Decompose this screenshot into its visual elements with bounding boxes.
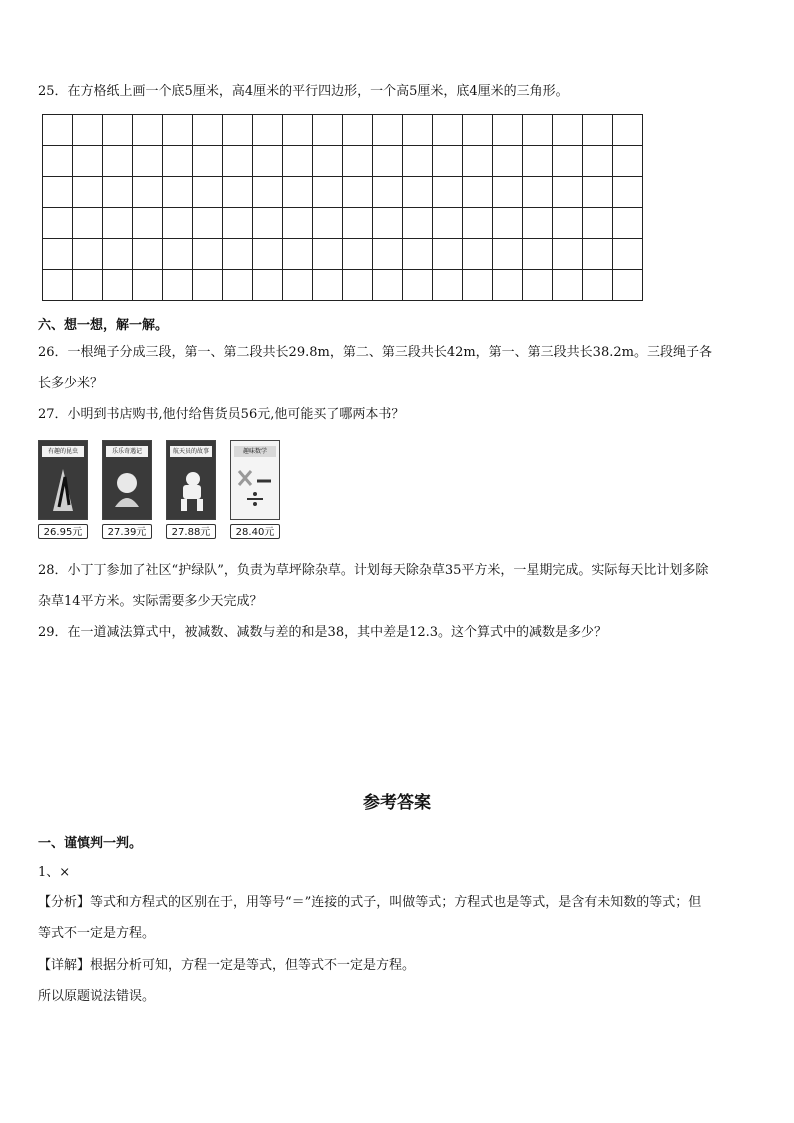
grid-cell — [343, 146, 373, 177]
grid-cell — [223, 177, 253, 208]
grid-cell — [523, 270, 553, 301]
grid-cell — [373, 270, 403, 301]
grid-cell — [163, 270, 193, 301]
grid-cell — [373, 177, 403, 208]
question-28-line2: 杂草14平方米。实际需要多少天完成？ — [38, 594, 263, 609]
grid-cell — [343, 208, 373, 239]
grid-cell — [43, 115, 73, 146]
grid-cell — [433, 270, 463, 301]
grid-cell — [43, 146, 73, 177]
question-27: 27．小明到书店购书,他付给售货员56元,他可能买了哪两本书？ — [38, 407, 405, 422]
book-title: 有趣的昆虫 — [42, 446, 84, 457]
grid-cell — [163, 146, 193, 177]
grid-cell — [583, 115, 613, 146]
grid-cell — [553, 177, 583, 208]
grid-cell — [463, 208, 493, 239]
answer-key-heading: 参考答案 — [363, 793, 431, 813]
math-symbols-illustration — [231, 459, 279, 519]
grid-cell — [73, 146, 103, 177]
grid-cell — [133, 239, 163, 270]
grid-cell — [163, 115, 193, 146]
grid-cell — [193, 239, 223, 270]
grid-cell — [433, 239, 463, 270]
grid-cell — [133, 208, 163, 239]
grid-cell — [583, 146, 613, 177]
grid-cell — [43, 177, 73, 208]
grid-cell — [373, 146, 403, 177]
book-price: 27.39元 — [102, 524, 152, 539]
grid-cell — [283, 115, 313, 146]
grid-cell — [433, 177, 463, 208]
grid-cell — [223, 115, 253, 146]
grid-cell — [463, 115, 493, 146]
question-26-line2: 长多少米？ — [38, 376, 104, 391]
grid-cell — [193, 270, 223, 301]
grid-cell — [283, 146, 313, 177]
book-cover-astronaut — [166, 440, 216, 520]
grid-cell — [73, 239, 103, 270]
grid-cell — [433, 208, 463, 239]
grid-cell — [103, 270, 133, 301]
grid-cell — [163, 177, 193, 208]
book-price: 28.40元 — [230, 524, 280, 539]
grid-cell — [163, 208, 193, 239]
answer-analysis-line2: 等式不一定是方程。 — [38, 926, 156, 941]
grid-cell — [493, 177, 523, 208]
grid-cell — [403, 146, 433, 177]
grid-cell — [583, 270, 613, 301]
grid-cell — [403, 115, 433, 146]
grid-cell — [43, 239, 73, 270]
grid-cell — [103, 115, 133, 146]
grid-cell — [223, 146, 253, 177]
grid-cell — [313, 146, 343, 177]
grid-cell — [403, 270, 433, 301]
grid-cell — [253, 115, 283, 146]
book-title: 乐乐奇遇记 — [106, 446, 148, 457]
grid-cell — [223, 239, 253, 270]
insect-illustration — [39, 459, 87, 519]
grid-cell — [583, 208, 613, 239]
grid-cell — [343, 270, 373, 301]
question-26-line1: 26．一根绳子分成三段，第一、第二段共长29.8m，第二、第三段共长42m，第一、第三段共长38.2m。三段绳子各 — [38, 345, 712, 360]
grid-cell — [103, 146, 133, 177]
answer-conclusion: 所以原题说法错误。 — [38, 989, 156, 1004]
grid-cell — [433, 115, 463, 146]
grid-cell — [133, 146, 163, 177]
question-28-line1: 28．小丁丁参加了社区“护绿队”，负责为草坪除杂草。计划每天除杂草35平方米，一星期完成。实际每天比计划多除 — [38, 563, 709, 578]
grid-cell — [193, 177, 223, 208]
grid-cell — [463, 146, 493, 177]
grid-cell — [403, 208, 433, 239]
grid-cell — [253, 208, 283, 239]
grid-cell — [253, 270, 283, 301]
grid-cell — [43, 270, 73, 301]
grid-cell — [313, 270, 343, 301]
grid-cell — [613, 177, 643, 208]
grid-cell — [73, 270, 103, 301]
grid-cell — [553, 239, 583, 270]
grid-cell — [133, 177, 163, 208]
grid-cell — [283, 239, 313, 270]
book-title: 航天员的故事 — [170, 446, 212, 457]
grid-cell — [463, 177, 493, 208]
answer-analysis-line1: 【分析】等式和方程式的区别在于，用等号“＝”连接的式子，叫做等式；方程式也是等式，是含有未知数的等式；但 — [38, 895, 702, 910]
grid-cell — [553, 208, 583, 239]
grid-cell — [523, 177, 553, 208]
book-options — [38, 440, 288, 545]
grid-cell — [583, 239, 613, 270]
grid-cell — [253, 177, 283, 208]
grid-cell — [313, 177, 343, 208]
grid-cell — [283, 177, 313, 208]
grid-cell — [553, 115, 583, 146]
grid-cell — [493, 270, 523, 301]
grid-cell — [403, 239, 433, 270]
grid-cell — [253, 239, 283, 270]
grid-cell — [103, 208, 133, 239]
grid-cell — [553, 270, 583, 301]
answer-detail: 【详解】根据分析可知，方程一定是等式，但等式不一定是方程。 — [38, 958, 416, 973]
book-cover-math — [230, 440, 280, 520]
grid-cell — [613, 270, 643, 301]
grid-cell — [493, 208, 523, 239]
grid-cell — [493, 239, 523, 270]
answer-item-1: 1、× — [38, 865, 71, 880]
book-cover-adventure — [102, 440, 152, 520]
grid-cell — [493, 115, 523, 146]
answer-section-1-heading: 一、谨慎判一判。 — [38, 836, 143, 851]
grid-cell — [193, 146, 223, 177]
grid-cell — [73, 115, 103, 146]
grid-cell — [73, 177, 103, 208]
grid-cell — [523, 239, 553, 270]
book-title: 趣味数学 — [234, 446, 276, 457]
adventure-illustration — [103, 459, 151, 519]
grid-cell — [553, 146, 583, 177]
section-6-heading: 六、想一想，解一解。 — [38, 318, 169, 333]
grid-cell — [43, 208, 73, 239]
grid-cell — [313, 208, 343, 239]
grid-cell — [613, 239, 643, 270]
grid-cell — [433, 146, 463, 177]
book-price: 26.95元 — [38, 524, 88, 539]
grid-cell — [523, 208, 553, 239]
grid-cell — [613, 208, 643, 239]
grid-cell — [223, 208, 253, 239]
grid-cell — [343, 115, 373, 146]
grid-cell — [403, 177, 433, 208]
grid-cell — [103, 177, 133, 208]
grid-cell — [73, 208, 103, 239]
book-cover-insects — [38, 440, 88, 520]
grid-cell — [493, 146, 523, 177]
grid-cell — [613, 146, 643, 177]
grid-cell — [343, 239, 373, 270]
grid-cell — [253, 146, 283, 177]
grid-cell — [283, 270, 313, 301]
question-29: 29．在一道减法算式中，被减数、减数与差的和是38，其中差是12.3。这个算式中的减数是多少？ — [38, 625, 608, 640]
grid-cell — [373, 208, 403, 239]
grid-cell — [463, 239, 493, 270]
square-grid — [42, 114, 643, 301]
grid-cell — [313, 115, 343, 146]
grid-cell — [373, 239, 403, 270]
astronaut-illustration — [167, 459, 215, 519]
grid-cell — [193, 208, 223, 239]
grid-cell — [283, 208, 313, 239]
grid-cell — [133, 115, 163, 146]
grid-cell — [373, 115, 403, 146]
grid-cell — [163, 239, 193, 270]
grid-cell — [613, 115, 643, 146]
book-price: 27.88元 — [166, 524, 216, 539]
grid-cell — [343, 177, 373, 208]
grid-cell — [523, 115, 553, 146]
grid-cell — [103, 239, 133, 270]
grid-cell — [223, 270, 253, 301]
grid-cell — [583, 177, 613, 208]
grid-cell — [523, 146, 553, 177]
grid-cell — [463, 270, 493, 301]
question-25: 25．在方格纸上画一个底5厘米，高4厘米的平行四边形，一个高5厘米，底4厘米的三角形。 — [38, 84, 569, 99]
grid-cell — [313, 239, 343, 270]
grid-cell — [193, 115, 223, 146]
grid-cell — [133, 270, 163, 301]
